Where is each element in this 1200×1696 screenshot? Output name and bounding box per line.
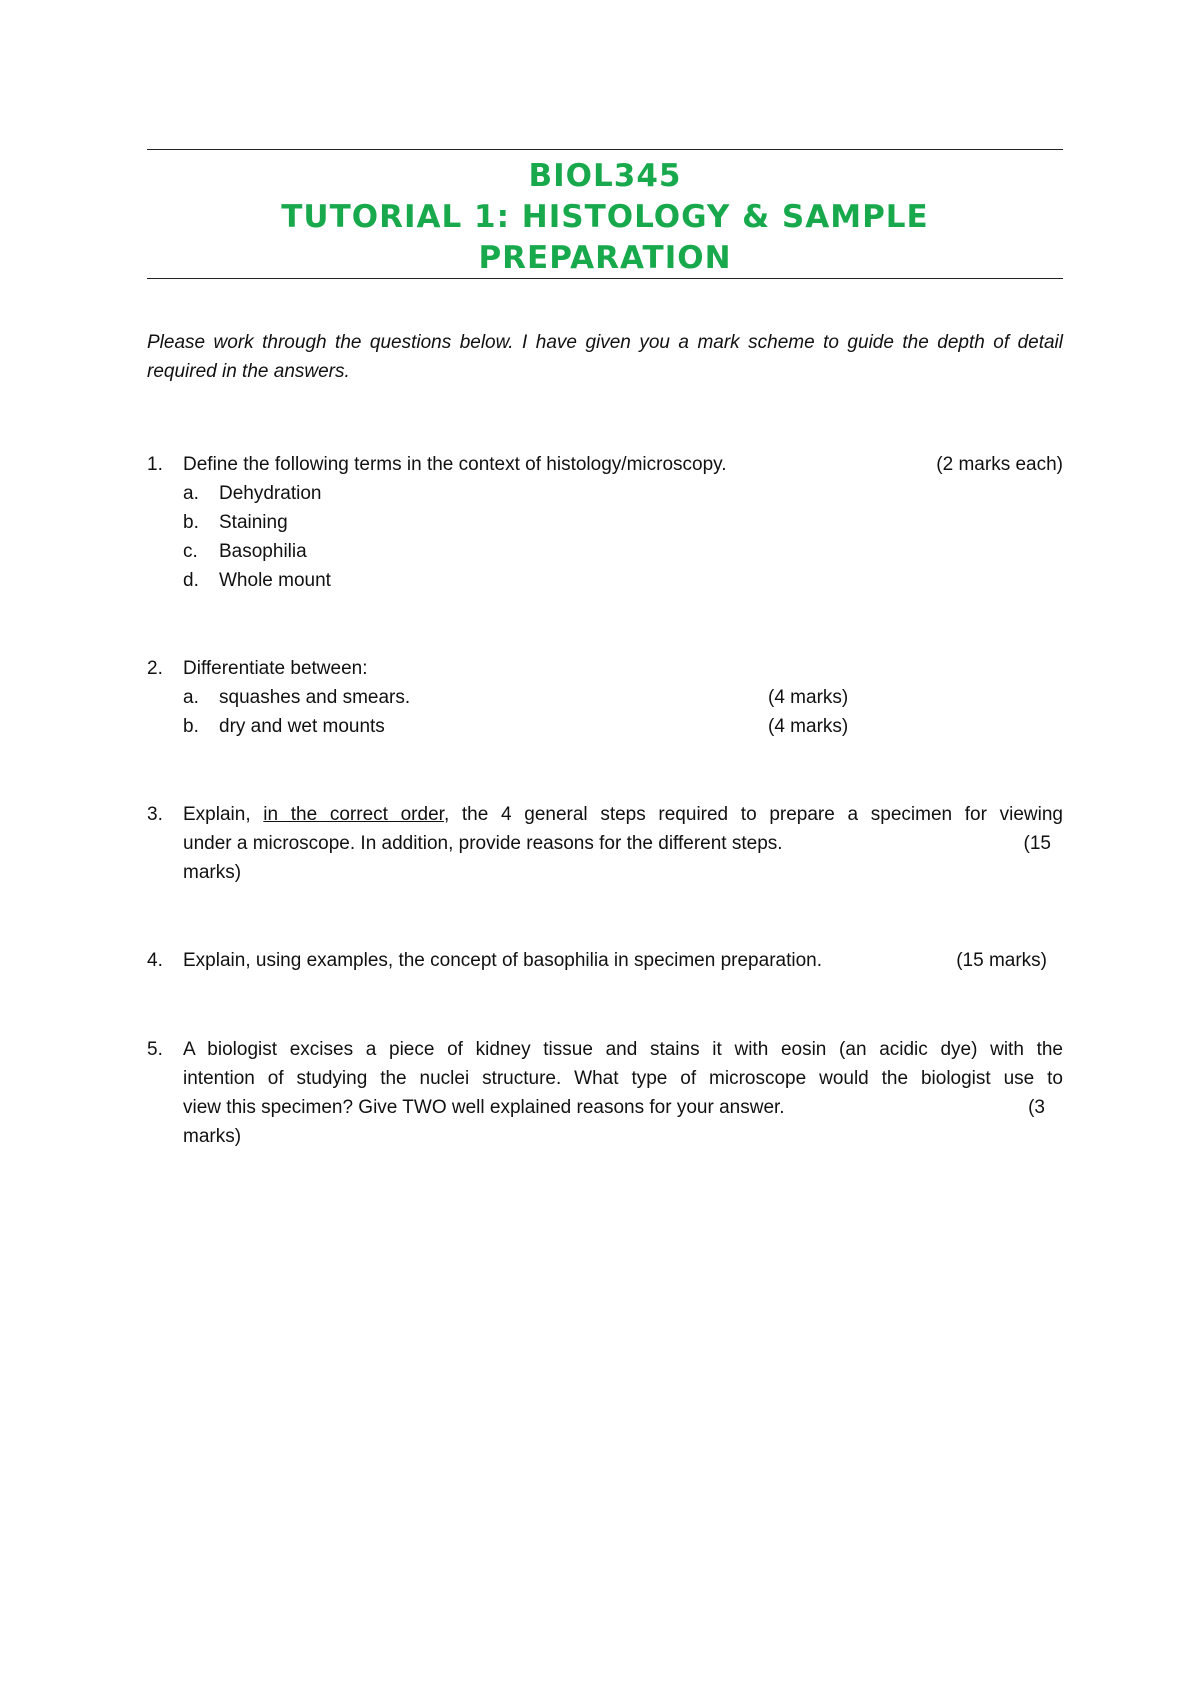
title-block	[147, 150, 1063, 279]
question-text-line-3: view this specimen? Give TWO well explained reasons for your answer.	[183, 1097, 785, 1118]
question-text-post: , the 4 general steps required to prepare a specimen for viewing	[443, 804, 1063, 825]
question-text-line-1: A biologist excises a piece of kidney tissue and stains it with eosin (an acidic dye) with the	[183, 1039, 1063, 1060]
sub-item	[183, 508, 1063, 537]
sub-item-text: dry and wet mounts	[219, 716, 385, 737]
sub-item-letter: b.	[183, 716, 199, 737]
sub-item-letter: d.	[183, 570, 199, 591]
question-2	[147, 654, 1063, 741]
sub-item-letter: a.	[183, 687, 199, 708]
question-number: 2.	[147, 658, 163, 679]
sub-item-text: Dehydration	[219, 483, 322, 504]
sub-item-text: Basophilia	[219, 541, 307, 562]
question-marks: (15 marks)	[956, 950, 1047, 971]
question-marks: (2 marks each)	[936, 454, 1063, 475]
question-number: 1.	[147, 454, 163, 475]
question-text-pre: Explain,	[183, 804, 251, 825]
question-text-line-2: intention of studying the nuclei structure. What type of microscope would the biologist use to	[183, 1068, 1063, 1089]
sub-item-letter: b.	[183, 512, 199, 533]
sub-item-text: squashes and smears.	[219, 687, 411, 708]
sub-item-marks: (4 marks)	[768, 687, 849, 708]
question-number: 4.	[147, 950, 163, 971]
question-number: 3.	[147, 804, 163, 825]
question-text-line-1	[183, 800, 1063, 829]
question-1	[147, 450, 1063, 595]
tutorial-title-line-1: TUTORIAL 1: HISTOLOGY & SAMPLE	[281, 199, 929, 235]
question-3	[147, 800, 1063, 887]
header-bottom-rule	[147, 278, 1063, 279]
sub-item	[183, 537, 1063, 566]
sub-item	[183, 479, 1063, 508]
question-marks: (3	[1028, 1097, 1045, 1118]
sub-item-letter: a.	[183, 483, 199, 504]
sub-item-text: Staining	[219, 512, 288, 533]
sub-item	[183, 566, 1063, 595]
course-code: BIOL345	[528, 158, 682, 194]
question-marks-continued: marks)	[183, 862, 242, 883]
question-text-line-2: under a microscope. In addition, provide reasons for the different steps.	[183, 833, 783, 854]
question-marks: (15	[1023, 833, 1051, 854]
question-marks-continued: marks)	[183, 1126, 242, 1147]
sub-item-marks: (4 marks)	[768, 716, 849, 737]
sub-item	[183, 683, 1063, 712]
intro-instructions: Please work through the questions below. I have given you a mark scheme to guide the depth of detail required in the answers.	[147, 332, 1063, 382]
question-5	[147, 1035, 1063, 1151]
question-text: Explain, using examples, the concept of basophilia in specimen preparation.	[183, 950, 822, 971]
question-text: Define the following terms in the context of histology/microscopy.	[183, 454, 727, 475]
underlined-emphasis: in the correct order	[263, 804, 444, 825]
sub-item	[183, 712, 1063, 741]
question-4	[147, 946, 1063, 975]
sub-item-letter: c.	[183, 541, 198, 562]
sub-item-text: Whole mount	[219, 570, 331, 591]
question-number: 5.	[147, 1039, 163, 1060]
question-text: Differentiate between:	[183, 658, 368, 679]
tutorial-title-line-2: PREPARATION	[478, 240, 732, 276]
